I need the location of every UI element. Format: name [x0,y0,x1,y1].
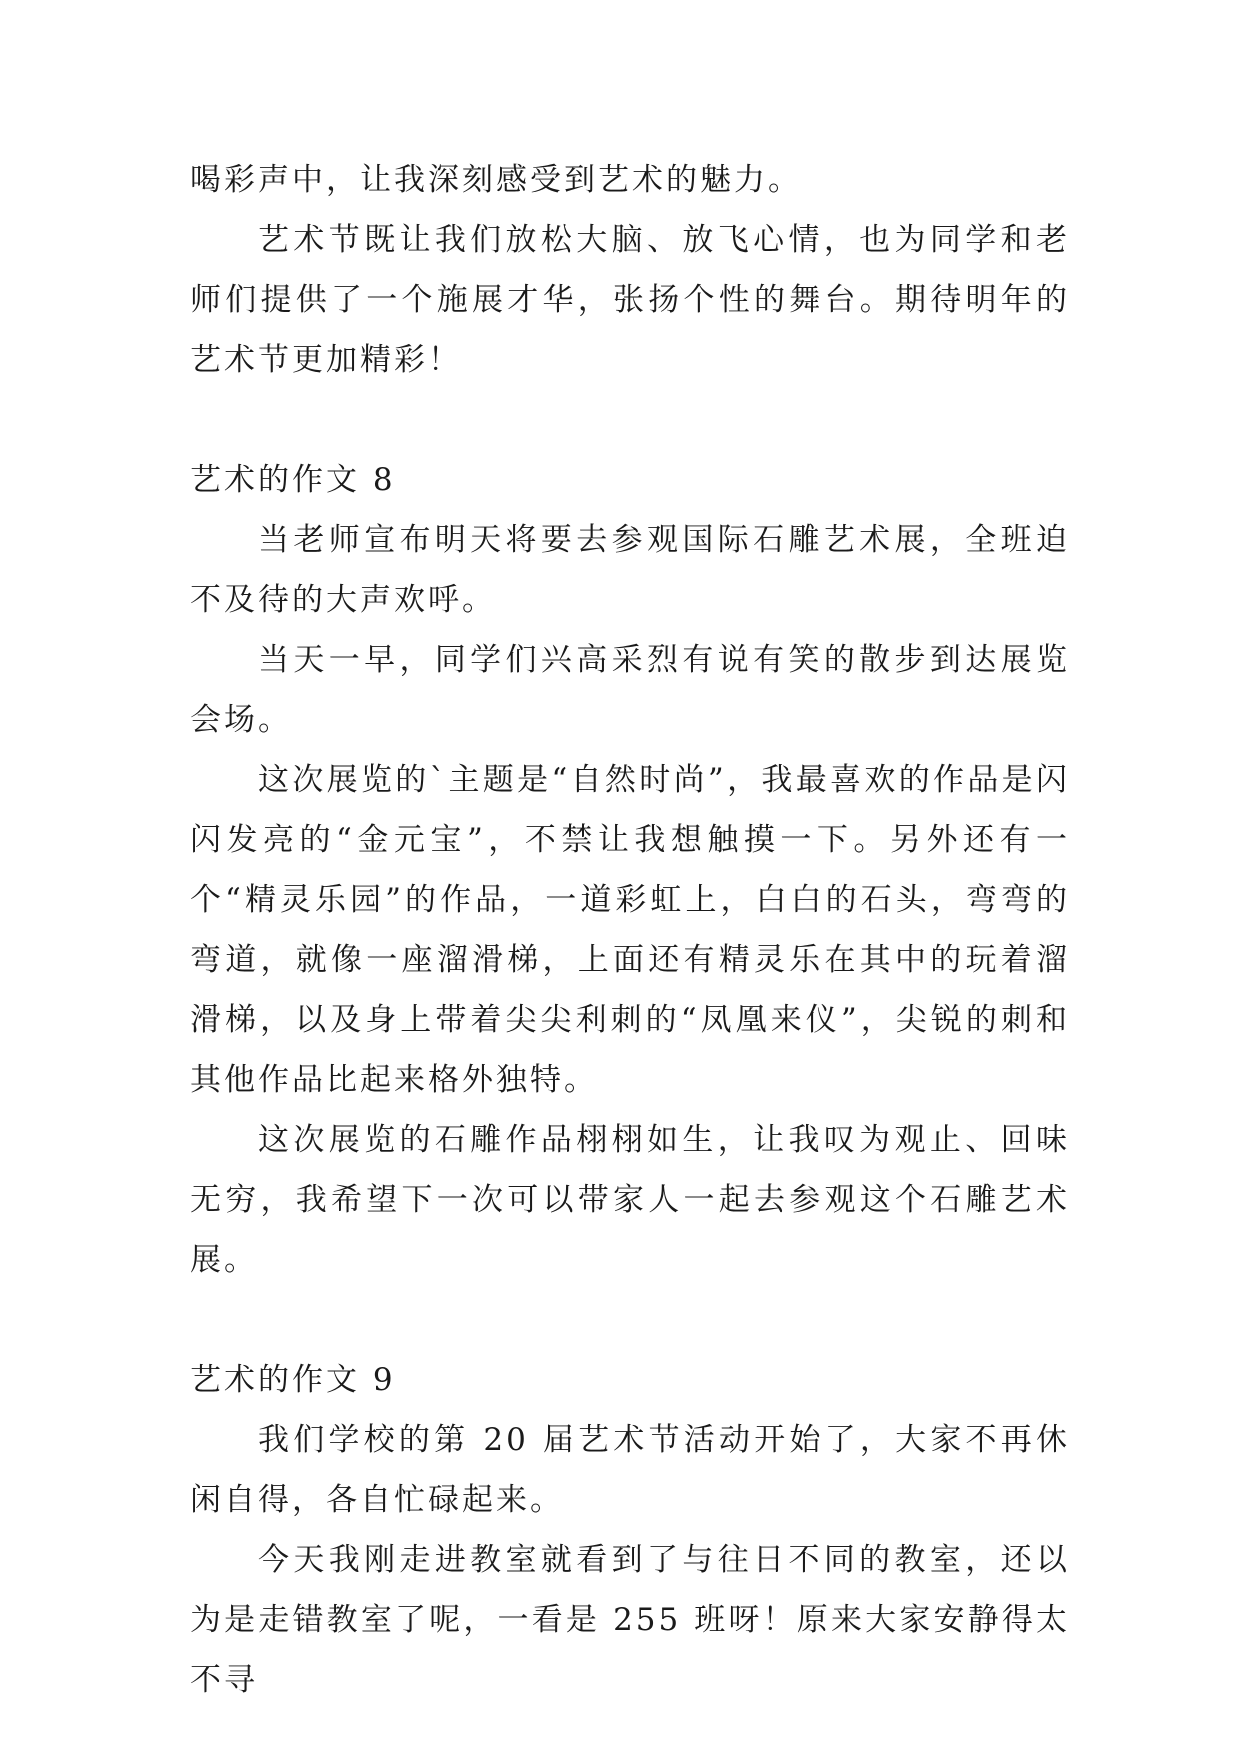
section-spacer [190,390,1070,450]
paragraph: 这次展览的`主题是“自然时尚”，我最喜欢的作品是闪闪发亮的“金元宝”，不禁让我想触摸一下。另外还有一个“精灵乐园”的作品，一道彩虹上，白白的石头，弯弯的弯道，就像一座溜滑梯，上面还有精灵乐在其中的玩着溜滑梯，以及身上带着尖尖利刺的“凤凰来仪”，尖锐的刺和其他作品比起来格外独特。 [190,762,1070,1098]
paragraph: 当天一早，同学们兴高采烈有说有笑的散步到达展览会场。 [190,642,1070,738]
paragraph: 艺术节既让我们放松大脑、放飞心情，也为同学和老师们提供了一个施展才华，张扬个性的舞台。期待明年的艺术节更加精彩！ [190,222,1070,378]
paragraph: 喝彩声中，让我深刻感受到艺术的魅力。 [190,162,802,198]
section-spacer [190,1290,1070,1350]
section-heading: 艺术的作文 9 [190,1362,396,1398]
paragraph: 这次展览的石雕作品栩栩如生，让我叹为观止、回味无穷，我希望下一次可以带家人一起去参观这个石雕艺术展。 [190,1122,1070,1278]
paragraph: 今天我刚走进教室就看到了与往日不同的教室，还以为是走错教室了呢，一看是 255 班呀！原来大家安静得太不寻 [190,1542,1070,1698]
document-body [190,150,1070,1710]
paragraph: 我们学校的第 20 届艺术节活动开始了，大家不再休闲自得，各自忙碌起来。 [190,1422,1070,1518]
paragraph: 当老师宣布明天将要去参观国际石雕艺术展，全班迫不及待的大声欢呼。 [190,522,1070,618]
section-heading: 艺术的作文 8 [190,462,396,498]
